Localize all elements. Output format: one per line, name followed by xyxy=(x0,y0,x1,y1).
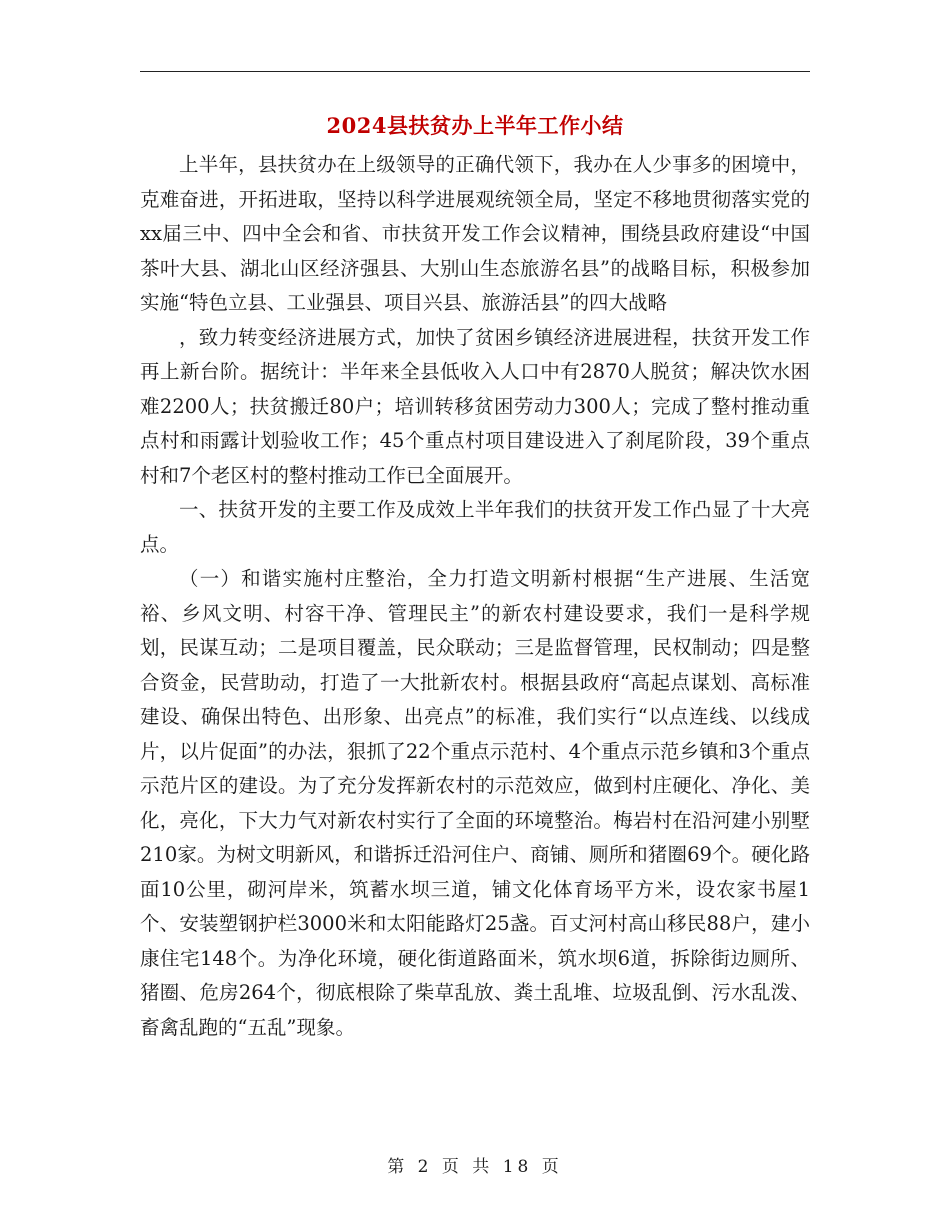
document-title: 2024县扶贫办上半年工作小结 xyxy=(326,113,624,138)
paragraph-statistics: ，致力转变经济进展方式，加快了贫困乡镇经济进展进程，扶贫开发工作再上新台阶。据统计：半年来全县低收入人口中有2870人脱贫；解决饮水困难2200人；扶贫搬迁80户；培训转移贫困劳动力300人；完成了整村推动重点村和雨露计划验收工作；45个重点村项目建设进入了刹尾阶段，39个重点村和7个老区村的整村推动工作已全面展开。 xyxy=(140,325,810,487)
page-number-footer: 第 2 页 共 18 页 xyxy=(387,1157,563,1177)
paragraph-village-renovation: （一）和谐实施村庄整治，全力打造文明新村根据“生产进展、生活宽裕、乡风文明、村容干净、管理民主”的新农村建设要求，我们一是科学规划，民谋互动；二是项目覆盖，民众联动；三是监督管理，民权制动；四是整合资金，民营助动，打造了一大批新农村。根据县政府“高起点谋划、高标准建设、确保出特色、出形象、出亮点”的标准，我们实行“以点连线、以线成片，以片促面”的办法，狠抓了22个重点示范村、4个重点示范乡镇和3个重点示范片区的建设。为了充分发挥新农村的示范效应，做到村庄硬化、净化、美化，亮化，下大力气对新农村实行了全面的环境整治。梅岩村在沿河建小别墅210家。为树文明新风，和谐拆迁沿河住户、商铺、厕所和猪圈69个。硬化路面10公里，砌河岸米，筑蓄水坝三道，铺文化体育场平方米，设农家书屋1个、安装塑钢护栏3000米和太阳能路灯25盏。百丈河村高山移民88户，建小康住宅148个。为净化环境，硬化街道路面米，筑水坝6道，拆除街边厕所、猪圈、危房264个，彻底根除了柴草乱放、粪土乱堆、垃圾乱倒、污水乱泼、畜禽乱跑的“五乱”现象。 xyxy=(140,567,810,1039)
header-rule xyxy=(140,71,810,72)
paragraph-intro: 上半年，县扶贫办在上级领导的正确代领下，我办在人少事多的困境中，克难奋进，开拓进取，坚持以科学进展观统领全局，坚定不移地贯彻落实党的xx届三中、四中全会和省、市扶贫开发工作会议精神，围绕县政府建设“中国茶叶大县、湖北山区经济强县、大别山生态旅游名县”的战略目标，积极参加实施“特色立县、工业强县、项目兴县、旅游活县”的四大战略 xyxy=(140,153,810,314)
document-body xyxy=(140,148,810,1045)
paragraph-section-heading: 一、扶贫开发的主要工作及成效上半年我们的扶贫开发工作凸显了十大亮点。 xyxy=(140,498,810,556)
